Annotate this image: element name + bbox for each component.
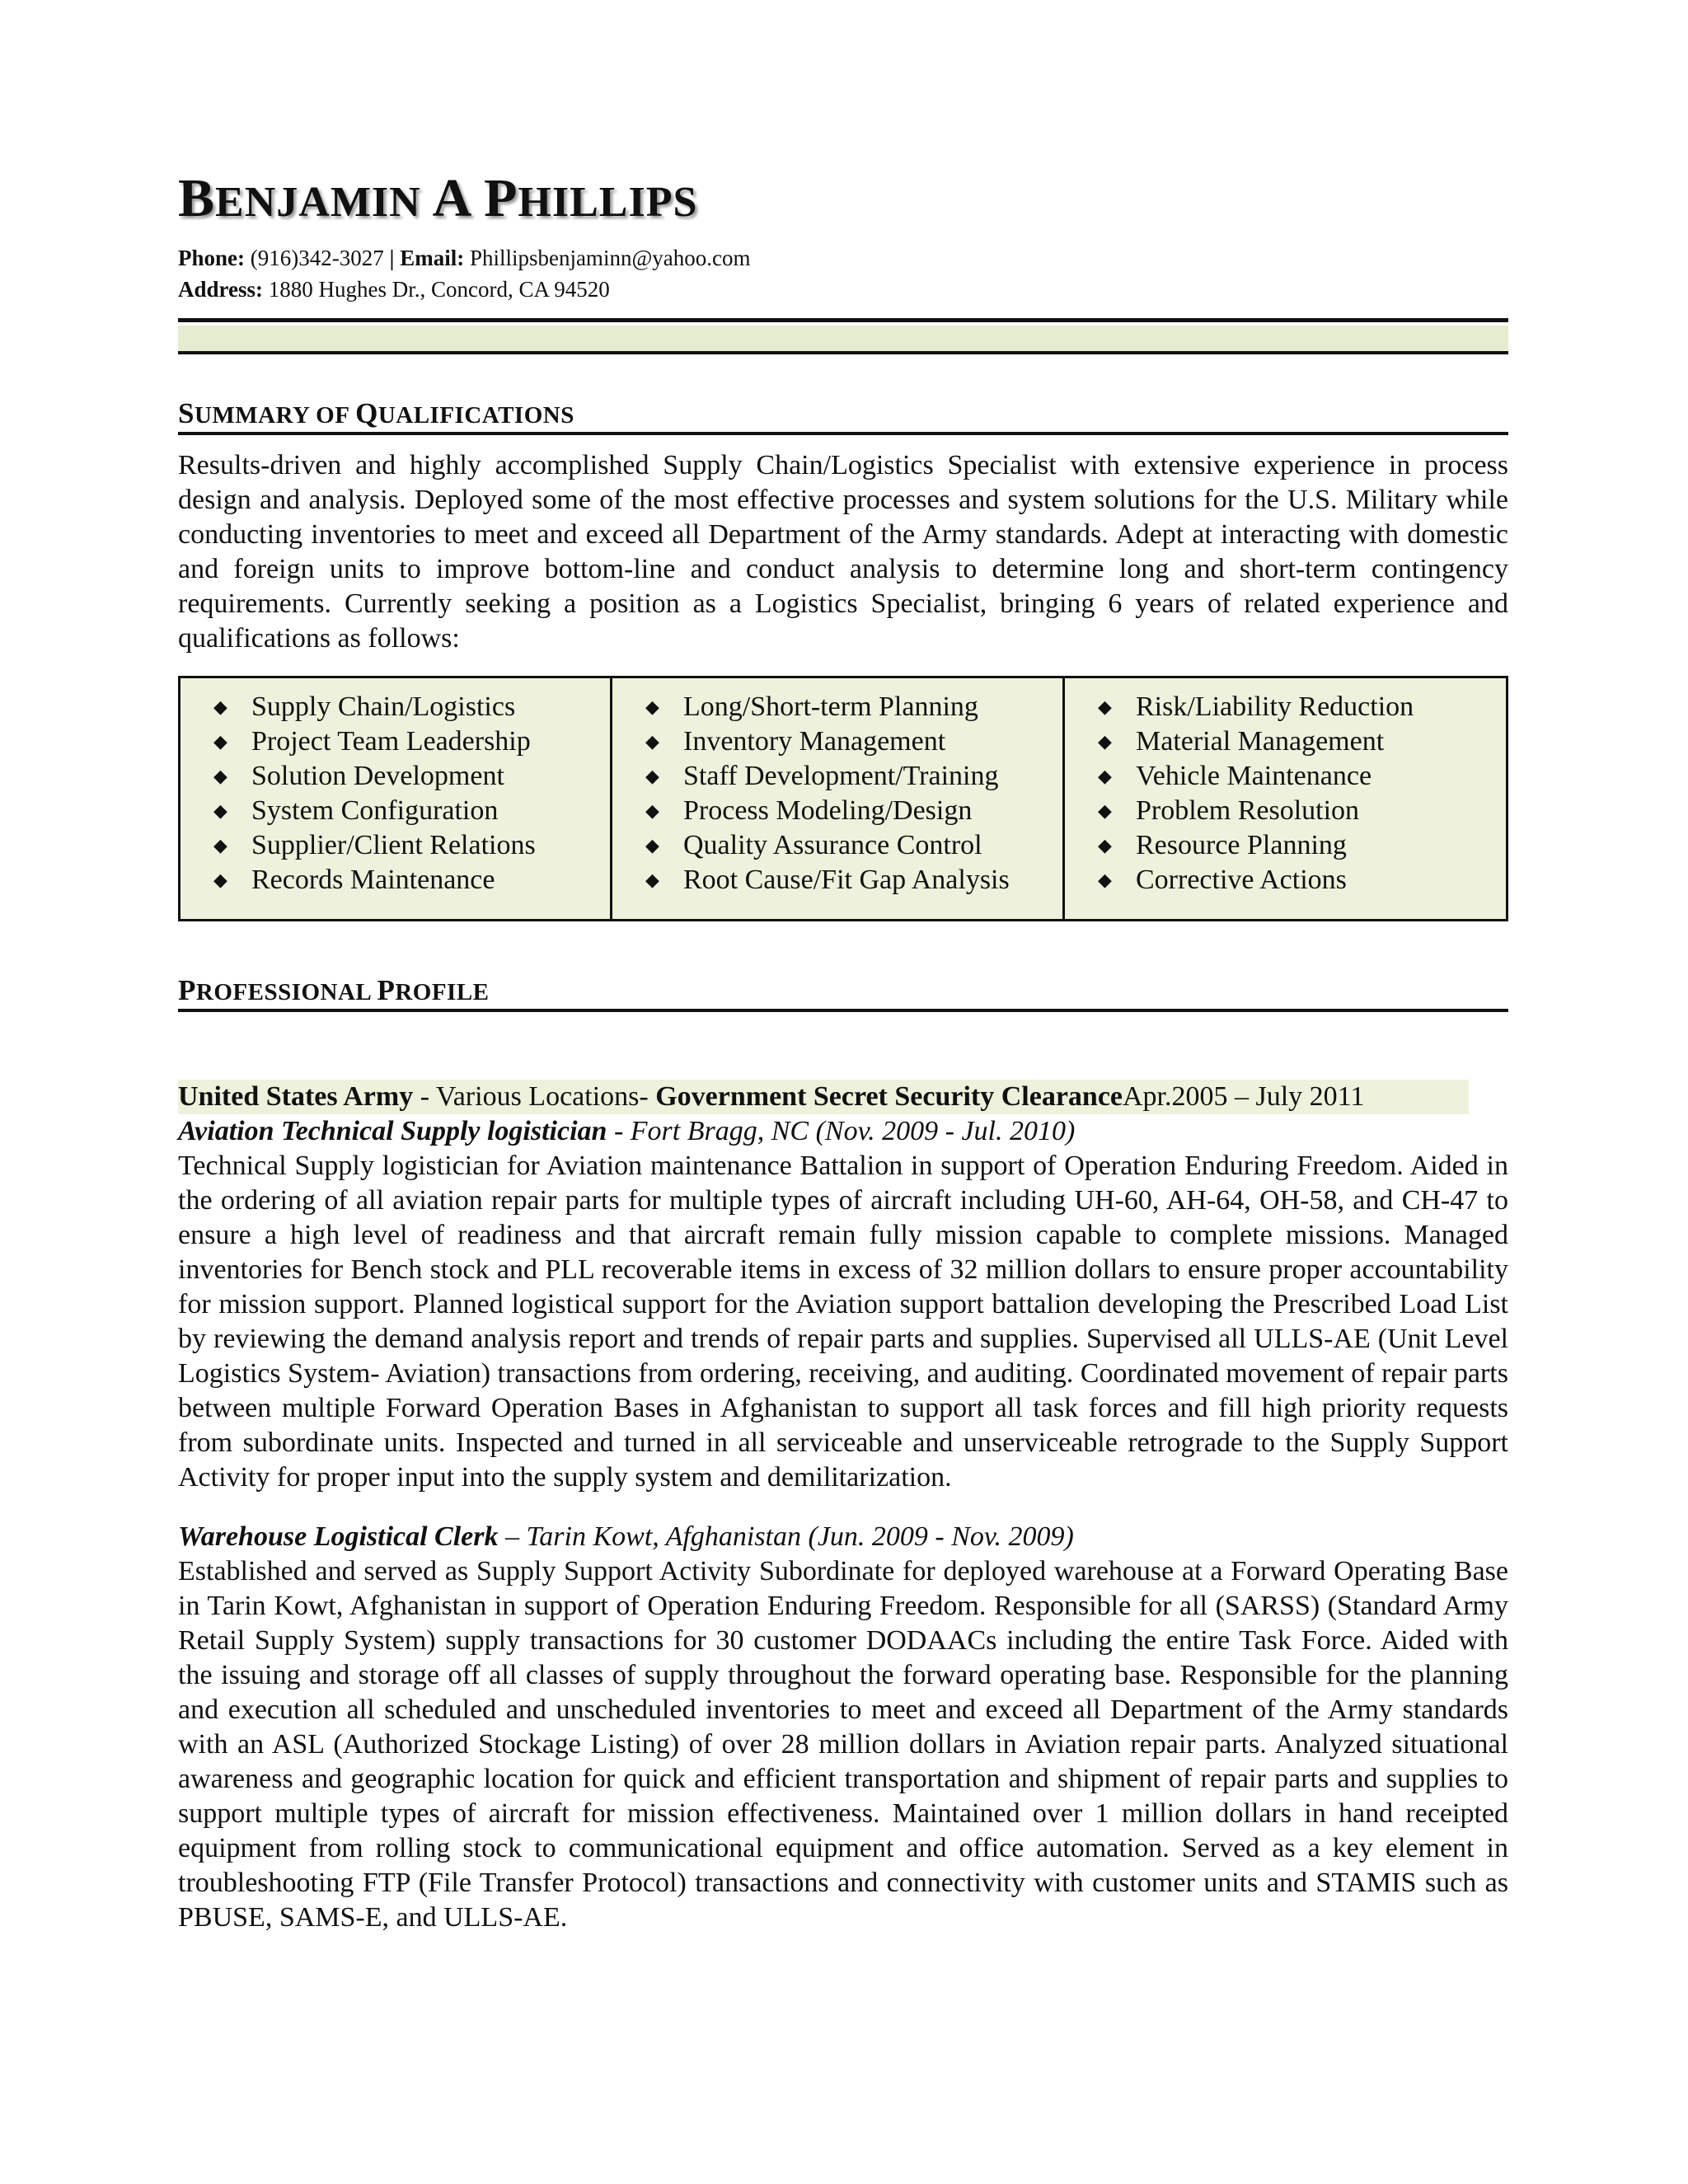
role-description: Established and served as Supply Support Activity Subordinate for deployed warehouse at a Forward Operating Base in Tarin Kowt, Afghanistan in support of Operation Enduring Freedom. Responsible for all (SARSS) (Standard Army Retail Supply System) supply transactions for 30 customer DODAACs including the entire Task Force. Aided with the issuing and storage off all classes of supply throughout the forward operating base. Responsible for the planning and execution all scheduled and unscheduled inventories to meet and exceed all Department of the Army standards with an ASL (Authorized Stockage Listing) of over 28 million dollars in Aviation repair parts. Analyzed situational awareness and geographic location for quick and efficient transportation and shipment of repair parts and supplies to support multiple types of aircraft for mission effectiveness. Maintained over 1 million dollars in hand receipted equipment from rolling stock to communicational equipment and office automation. Served as a key element in troubleshooting FTP (File Transfer Protocol) transactions and connectivity with customer units and STAMIS such as PBUSE, SAMS-E, and ULLS-AE. bbox=[178, 1556, 1508, 1933]
skills-table bbox=[178, 676, 1508, 921]
skill-item: ◆ Staff Development/Training bbox=[645, 759, 1062, 794]
email-value[interactable]: Phillipsbenjaminn@yahoo.com bbox=[469, 246, 751, 270]
diamond-bullet-icon: ◆ bbox=[645, 869, 659, 890]
skill-item: ◆ Supplier/Client Relations bbox=[213, 828, 610, 863]
skill-item: ◆ Supply Chain/Logistics bbox=[213, 690, 610, 724]
diamond-bullet-icon: ◆ bbox=[1098, 800, 1112, 821]
role-title-line bbox=[178, 1114, 1508, 1149]
employer-line bbox=[178, 1080, 1469, 1114]
skills-column bbox=[610, 678, 1062, 919]
name-initial: P bbox=[484, 168, 518, 228]
skill-item: ◆ Project Team Leadership bbox=[213, 724, 610, 759]
skill-item: ◆ Solution Development bbox=[213, 759, 610, 794]
skills-column bbox=[1062, 678, 1506, 919]
profile-heading bbox=[178, 974, 1508, 1012]
skill-item: ◆ Inventory Management bbox=[645, 724, 1062, 759]
summary-text: Results-driven and highly accomplished Supply Chain/Logistics Specialist with extensive experience in process design and analysis. Deployed some of the most effective processes and system solutions for the U.S. Military while conducting inventories to meet and exceed all Department of the Army standards. Adept at interacting with domestic and foreign units to improve bottom-line and conduct analysis to determine long and short-term contingency requirements. Currently seeking a position as a Logistics Specialist, bringing 6 years of related experience and qualifications as follows: bbox=[178, 450, 1508, 654]
diamond-bullet-icon: ◆ bbox=[213, 800, 227, 821]
role-description: Technical Supply logistician for Aviation maintenance Battalion in support of Operation Enduring Freedom. Aided in the ordering of all aviation repair parts for multiple types of aircraft including UH-60, AH-64, OH-58, and CH-47 to ensure a high level of readiness and that aircraft remain fully mission capable to complete missions. Managed inventories for Bench stock and PLL recoverable items in excess of 32 million dollars to ensure proper accountability for mission support. Planned logistical support for the Aviation support battalion developing the Prescribed Load List by reviewing the demand analysis report and trends of repair parts and supplies. Supervised all ULLS-AE (Unit Level Logistics System- Aviation) transactions from ordering, receiving, and auditing. Coordinated movement of repair parts between multiple Forward Operation Bases in Afghanistan to support all task forces and fill high priority requests from subordinate units. Inspected and turned in all serviceable and unserviceable retrograde to the Supply Support Activity for proper input into the supply system and demilitarization. bbox=[178, 1151, 1508, 1493]
name-rest: HILLIPS bbox=[518, 179, 698, 226]
diamond-bullet-icon: ◆ bbox=[645, 835, 659, 855]
skill-item: ◆ Resource Planning bbox=[1098, 828, 1506, 863]
role-title: Warehouse Logistical Clerk bbox=[178, 1521, 499, 1552]
skill-item: ◆ Process Modeling/Design bbox=[645, 794, 1062, 828]
name-rest: ENJAMIN bbox=[215, 179, 421, 226]
diamond-bullet-icon: ◆ bbox=[213, 766, 227, 786]
summary-heading bbox=[178, 397, 1508, 435]
name-initial: B bbox=[178, 168, 216, 228]
employer-locations: Various Locations- bbox=[435, 1081, 656, 1112]
diamond-bullet-icon: ◆ bbox=[645, 800, 659, 821]
phone-value: (916)342-3027 bbox=[250, 246, 384, 270]
skill-item: ◆ Vehicle Maintenance bbox=[1098, 759, 1506, 794]
address-value: 1880 Hughes Dr., Concord, CA 94520 bbox=[268, 277, 610, 302]
diamond-bullet-icon: ◆ bbox=[645, 766, 659, 786]
diamond-bullet-icon: ◆ bbox=[1098, 869, 1112, 890]
address-label: Address: bbox=[178, 277, 264, 302]
heading-rest: ROFILE bbox=[395, 979, 490, 1005]
employer-separator: - bbox=[413, 1081, 436, 1112]
name-initial: A bbox=[432, 168, 470, 228]
heading-initial: Q bbox=[355, 397, 378, 429]
address-line bbox=[178, 274, 1508, 305]
skill-item: ◆ Problem Resolution bbox=[1098, 794, 1506, 828]
skill-item: ◆ Long/Short-term Planning bbox=[645, 690, 1062, 724]
role-detail: – Tarin Kowt, Afghanistan (Jun. 2009 - Nov. 2009) bbox=[498, 1521, 1074, 1552]
diamond-bullet-icon: ◆ bbox=[213, 869, 227, 890]
diamond-bullet-icon: ◆ bbox=[1098, 766, 1112, 786]
skill-item: ◆ Quality Assurance Control bbox=[645, 828, 1062, 863]
role-title-line bbox=[178, 1520, 1508, 1554]
diamond-bullet-icon: ◆ bbox=[1098, 696, 1112, 717]
skill-item: ◆ Root Cause/Fit Gap Analysis bbox=[645, 863, 1062, 898]
diamond-bullet-icon: ◆ bbox=[213, 835, 227, 855]
diamond-bullet-icon: ◆ bbox=[645, 696, 659, 717]
employment-dates: Apr.2005 – July 2011 bbox=[1123, 1081, 1365, 1112]
skills-column bbox=[181, 678, 610, 919]
skill-item: ◆ System Configuration bbox=[213, 794, 610, 828]
skill-item: ◆ Material Management bbox=[1098, 724, 1506, 759]
phone-label: Phone: bbox=[178, 246, 245, 270]
candidate-name bbox=[178, 168, 1508, 228]
header-divider bbox=[178, 318, 1508, 354]
diamond-bullet-icon: ◆ bbox=[1098, 835, 1112, 855]
role-detail: - Fort Bragg, NC (Nov. 2009 - Jul. 2010) bbox=[607, 1116, 1076, 1146]
heading-rest: UMMARY OF bbox=[194, 402, 356, 429]
employer-name: United States Army bbox=[178, 1081, 414, 1112]
skill-item: ◆ Records Maintenance bbox=[213, 863, 610, 898]
email-label: Email: bbox=[400, 246, 465, 270]
heading-rest: UALIFICATIONS bbox=[377, 402, 574, 429]
divider-line bbox=[178, 318, 1508, 322]
diamond-bullet-icon: ◆ bbox=[213, 731, 227, 752]
skill-item: ◆ Corrective Actions bbox=[1098, 863, 1506, 898]
resume-content bbox=[178, 168, 1508, 1935]
heading-initial: P bbox=[178, 974, 196, 1006]
skill-item: ◆ Risk/Liability Reduction bbox=[1098, 690, 1506, 724]
diamond-bullet-icon: ◆ bbox=[645, 731, 659, 752]
security-clearance: Government Secret Security Clearance bbox=[655, 1081, 1123, 1112]
heading-rest: ROFESSIONAL bbox=[195, 979, 377, 1005]
role-title: Aviation Technical Supply logistician bbox=[178, 1116, 607, 1146]
divider-band bbox=[178, 326, 1508, 354]
heading-initial: P bbox=[377, 974, 396, 1006]
diamond-bullet-icon: ◆ bbox=[213, 696, 227, 717]
heading-initial: S bbox=[178, 397, 195, 429]
contact-line bbox=[178, 242, 1508, 274]
spacer bbox=[178, 1495, 1508, 1520]
diamond-bullet-icon: ◆ bbox=[1098, 731, 1112, 752]
contact-separator: | bbox=[389, 246, 395, 270]
